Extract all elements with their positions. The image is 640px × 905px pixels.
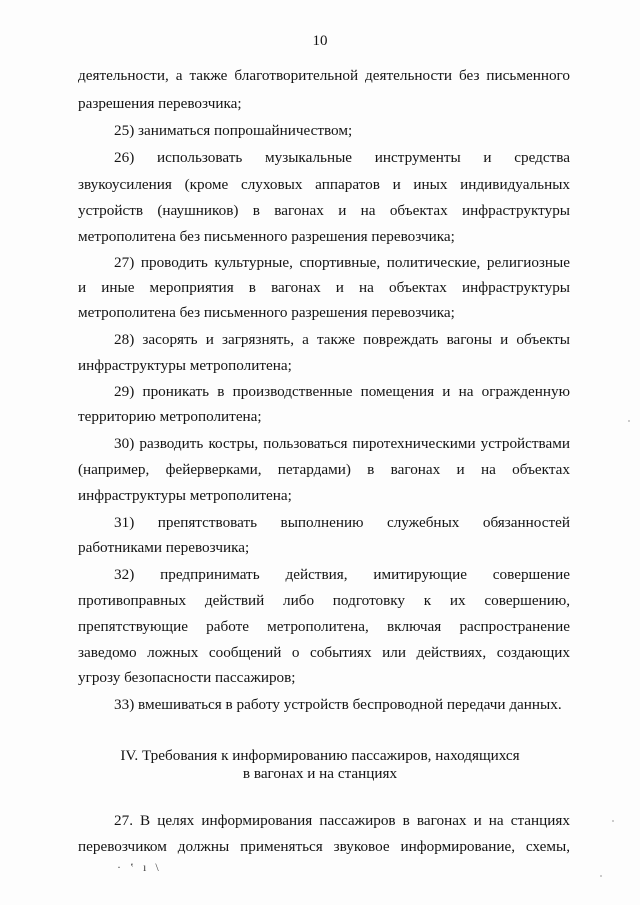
text-line: 27. В целях информирования пассажиров в вагонах и на станциях xyxy=(114,812,570,829)
text-line: инфраструктуры метрополитена; xyxy=(78,487,292,504)
text-line: 32) предпринимать действия, имитирующие совершение xyxy=(114,566,570,583)
text-line: угрозу безопасности пассажиров; xyxy=(78,669,296,686)
section-heading: в вагонах и на станциях xyxy=(242,765,398,782)
section-heading: IV. Требования к информированию пассажиров, находящихся xyxy=(120,747,520,764)
text-line: 31) препятствовать выполнению служебных обязанностей xyxy=(114,514,570,531)
text-line: инфраструктуры метрополитена; xyxy=(78,357,292,374)
text-line: деятельности, а также благотворительной деятельности без письменного xyxy=(78,67,570,84)
text-line: перевозчиком должны применяться звуковое информирование, схемы, xyxy=(78,838,570,855)
text-line: 28) засорять и загрязнять, а также повреждать вагоны и объекты xyxy=(114,331,570,348)
scan-speck xyxy=(612,820,614,822)
text-line: метрополитена без письменного разрешения перевозчика; xyxy=(78,304,455,321)
scan-mark: · ‛ ı \ xyxy=(117,860,162,874)
text-line: (например, фейерверками, петардами) в вагонах и на объектах xyxy=(78,461,570,478)
text-line: звукоусиления (кроме слуховых аппаратов и иных индивидуальных xyxy=(78,176,570,193)
text-line: заведомо ложных сообщений о событиях или действиях, создающих xyxy=(78,644,570,661)
text-line: метрополитена без письменного разрешения перевозчика; xyxy=(78,228,455,245)
text-line: 27) проводить культурные, спортивные, политические, религиозные xyxy=(114,254,570,271)
text-line: устройств (наушников) в вагонах и на объектах инфраструктуры xyxy=(78,202,570,219)
page-number: 10 xyxy=(312,33,328,49)
text-line: препятствующие работе метрополитена, включая распространение xyxy=(78,618,570,635)
text-line: 30) разводить костры, пользоваться пиротехническими устройствами xyxy=(114,435,570,452)
text-line: 29) проникать в производственные помещения и на огражденную xyxy=(114,383,570,400)
text-line: противоправных действий либо подготовку к их совершению, xyxy=(78,592,570,609)
scan-speck xyxy=(628,420,630,422)
text-line: разрешения перевозчика; xyxy=(78,95,242,112)
text-line: работниками перевозчика; xyxy=(78,539,250,556)
scan-speck xyxy=(600,875,602,877)
text-line: и иные мероприятия в вагонах и на объектах инфраструктуры xyxy=(78,279,570,296)
text-line: территорию метрополитена; xyxy=(78,408,262,425)
text-line: 26) использовать музыкальные инструменты и средства xyxy=(114,149,570,166)
text-line: 33) вмешиваться в работу устройств беспроводной передачи данных. xyxy=(114,696,562,713)
text-line: 25) заниматься попрошайничеством; xyxy=(114,122,353,139)
